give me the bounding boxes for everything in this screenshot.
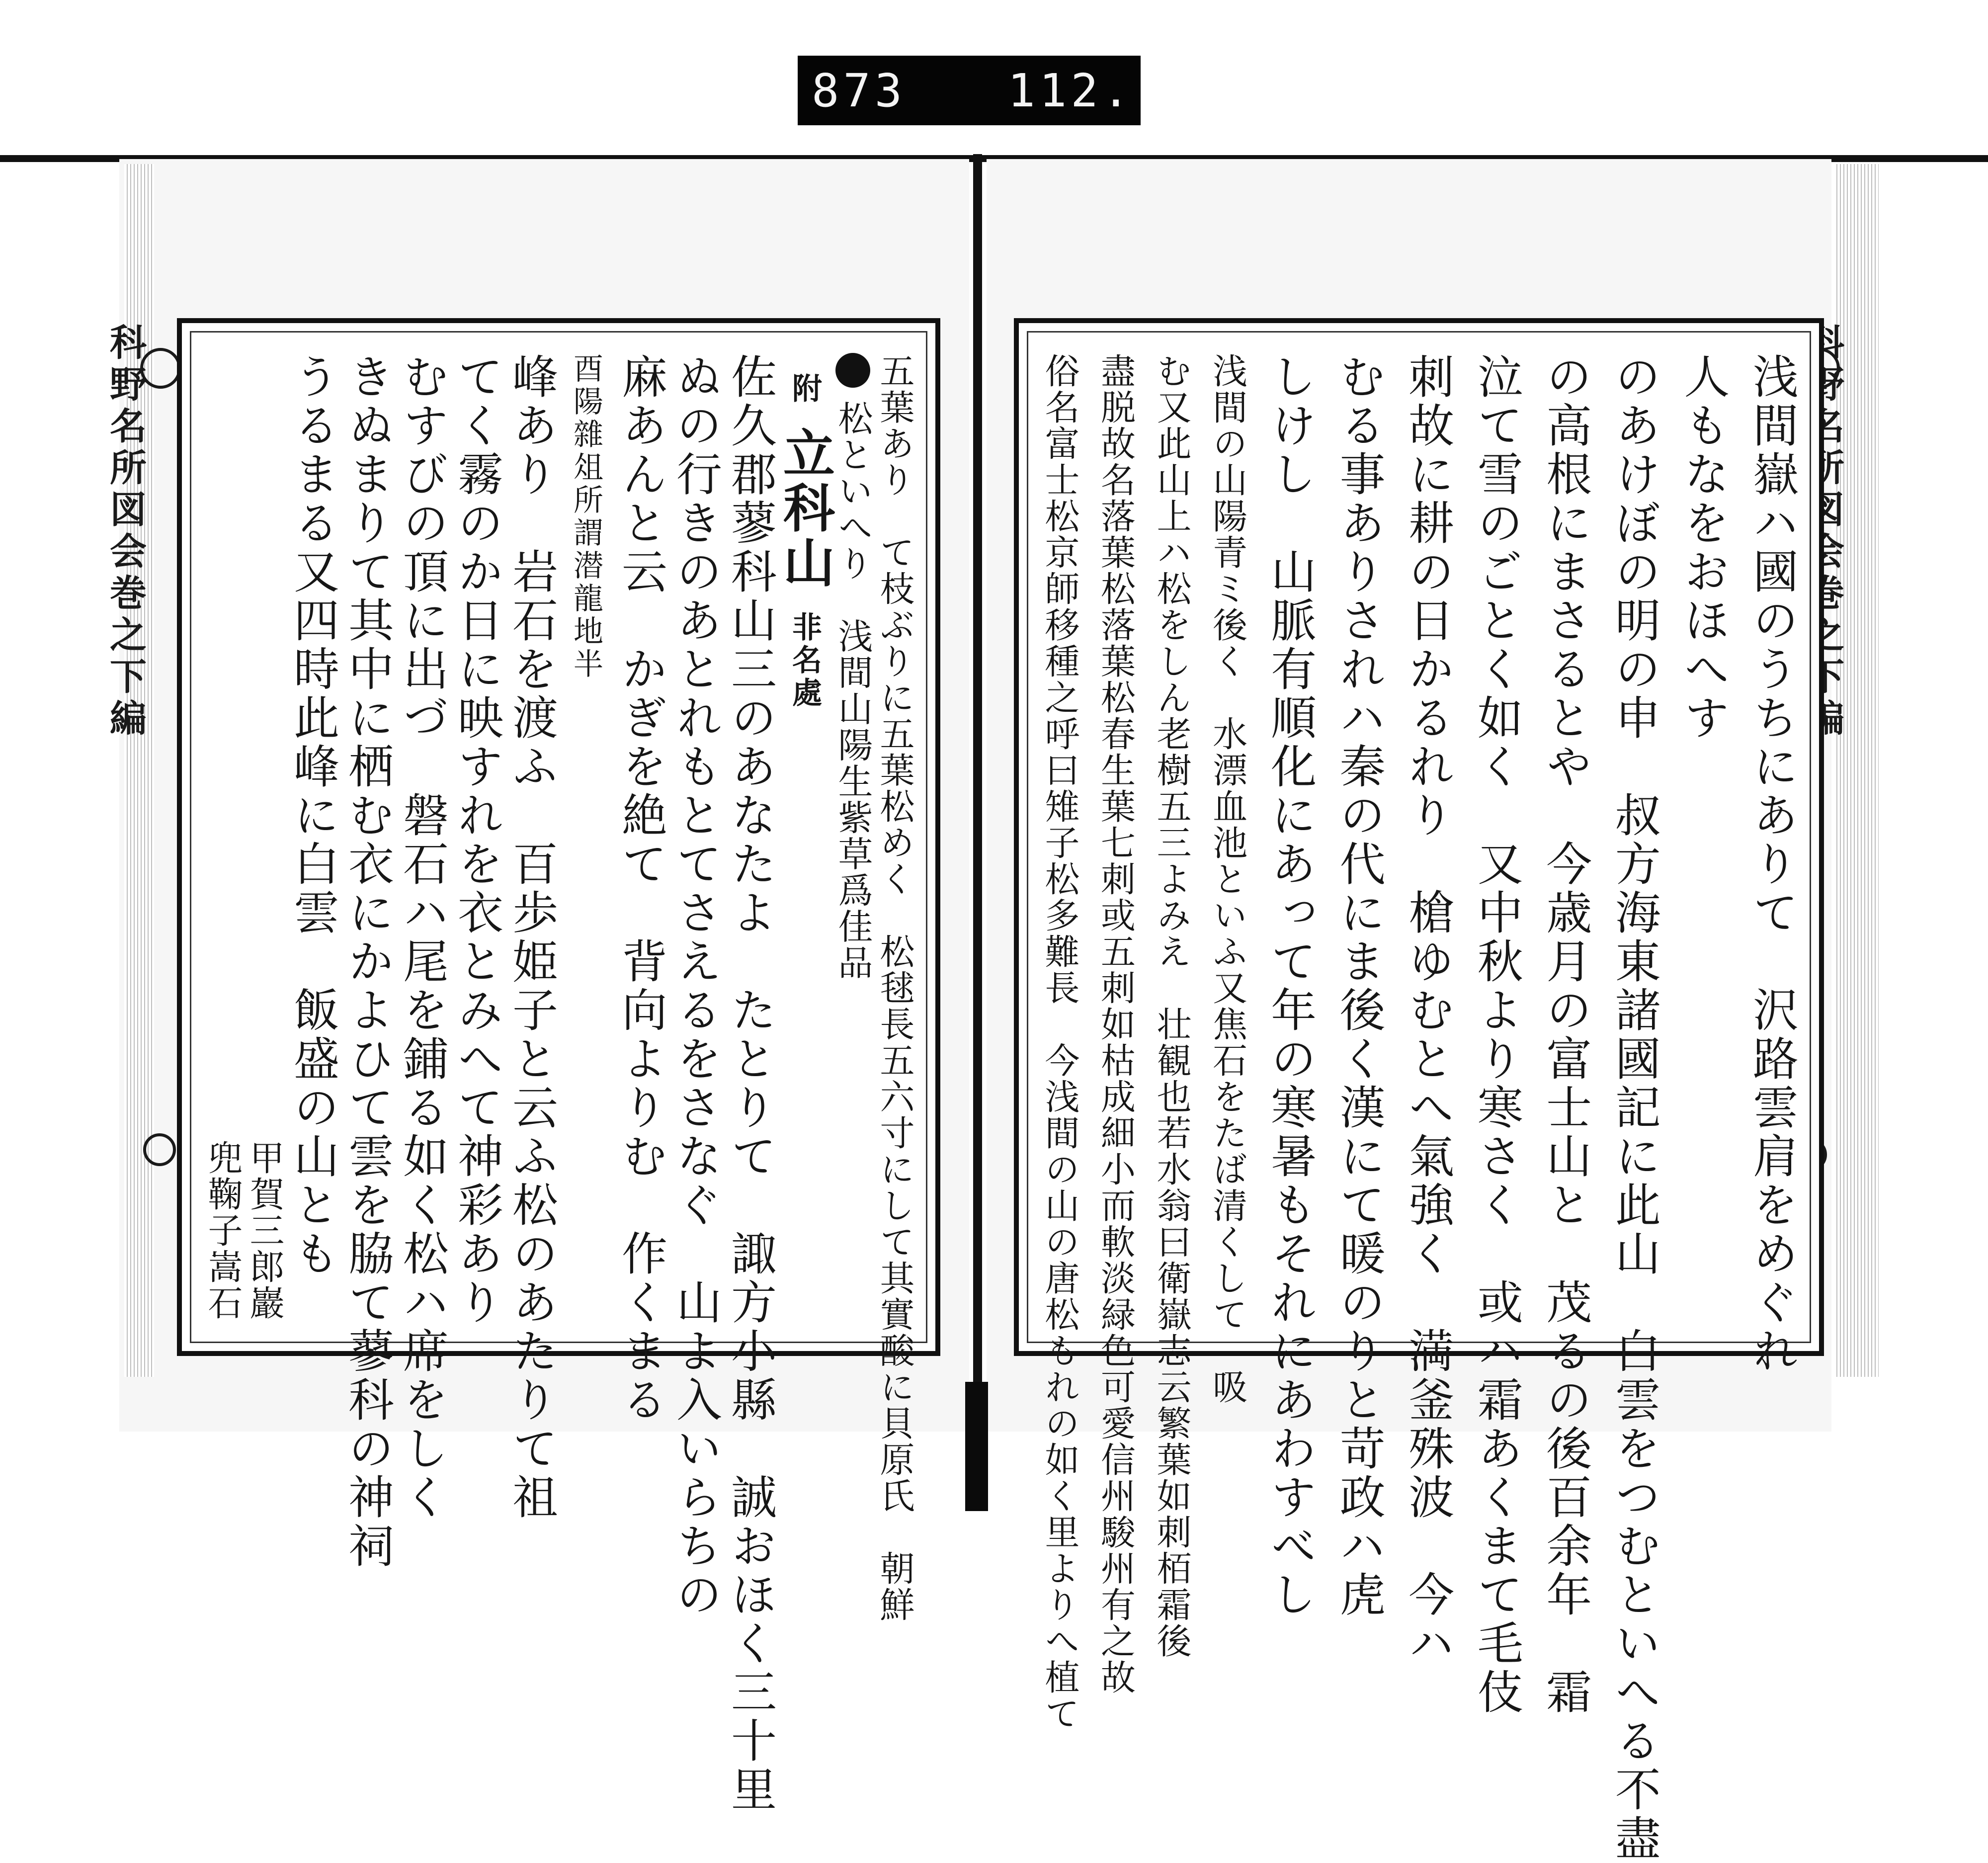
text-column: 泣て雪のごとく如く 又中秋より寒さく 或ハ霜あくまて毛伎 [1470, 353, 1523, 1717]
left-margin-label: 科野名所図会巻之下編 [104, 323, 147, 741]
left-page-frame [177, 318, 940, 1814]
credit-column [202, 1140, 244, 1321]
annotation-kaku: 酉陽雜俎所謂潜龍地半 [569, 353, 603, 681]
credit-column [244, 1140, 285, 1321]
text-column: 人もなをおほへす [1676, 353, 1730, 743]
black-dot-marker [835, 353, 870, 388]
text-column: 浅間の山陽青ミ後く 水漂血池といふ又焦石をたば清くして 吸 [1207, 353, 1248, 1405]
plate-left-number: 873 [812, 64, 907, 117]
book-spine [973, 154, 982, 1466]
text-column: 浅間嶽ハ國のうちにありて 沢路雲肩をめぐれ [1745, 353, 1799, 1376]
text-column: 盡脱故名落葉松落葉松春生葉七刺或五刺如枯成細小而軟淡緑色可愛信州駿州有之故 [1095, 353, 1136, 1695]
credit-line: 兜鞠子嵩石 [202, 1140, 243, 1321]
text-column [559, 353, 668, 1425]
text-column-content: 松といへり 浅間山陽生紫草爲佳品 [832, 400, 873, 981]
catalogue-number-plate [798, 56, 1141, 125]
section-title-column [774, 353, 835, 1341]
text-column: む又此山上ハ松をしん老樹五三よみえ 壮観也若水翁曰衛嶽志云繁葉如刺栢霜後 [1151, 353, 1192, 1659]
text-column-content: 麻あんと云 かぎを絶て 背向よりむ 作くまる [614, 353, 667, 1425]
text-column: 俗名富士松京師移種之呼曰雉子松多難長 今浅間の山の唐松もれの如く里よりへ植て [1039, 353, 1080, 1732]
text-column: むる事ありされハ秦の代にま後く漢にて暖のりと苛政ハ虎 [1332, 353, 1386, 1619]
left-page-columns [202, 353, 915, 1814]
plate-right-number: 112. [1007, 64, 1134, 117]
text-column: のあけぼの明の申 叔方海東諸國記に此山 白雲をつむといへる不盡 [1607, 353, 1661, 1863]
text-column: 五葉あり て枝ぶりに五葉松めく 松毬長五六寸にして其實酸に貝原氏 朝鮮 [874, 353, 915, 1623]
text-column: しけし 山脈有順化にあって年の寒暑もそれにあわすべし [1263, 353, 1317, 1619]
text-column: の高根にまさるとや 今歳月の富士山と 茂るの後百余年 霜 [1539, 353, 1592, 1717]
spine-tab [965, 1382, 988, 1511]
annotation-name: 非名處 [787, 611, 822, 710]
text-column: むすびの頂に出づ 磐石ハ尾を鋪る如く松ハ席をしく [396, 353, 449, 1522]
credit-line: 甲賀三郎巖 [244, 1140, 285, 1321]
text-column: ぬの行きのあとれもとてさえるをさなぐ 山よ入いらちの [669, 353, 722, 1619]
annotation-hei: 附 [787, 373, 822, 406]
section-title: 立科山 [774, 426, 835, 591]
right-page-columns [1039, 353, 1799, 1863]
text-column [832, 353, 874, 1321]
text-column: 刺故に耕の日かるれり 槍ゆむとへ氣強く 満釜殊波 今ハ [1401, 353, 1455, 1668]
right-page-frame [1014, 318, 1824, 1863]
text-column: てく霧のか日に映すれを衣とみへて神彩あり [450, 353, 503, 1327]
text-column: 佐久郡蓼科山三のあなたよ たとりて 諏方小縣 誠おほく三十里 [724, 353, 777, 1814]
left-page-seal [143, 1133, 176, 1166]
left-folio-mark [140, 348, 181, 389]
text-column: きぬまりて其中に栖む衣にかよひて雲を脇て蓼科の神祠 [341, 353, 394, 1571]
text-column: うるまる又四時此峰に白雲 飯盛の山とも [286, 353, 339, 1278]
text-column: 峰あり 岩石を渡ふ 百歩姫子と云ふ松のあたりて祖 [505, 353, 558, 1522]
